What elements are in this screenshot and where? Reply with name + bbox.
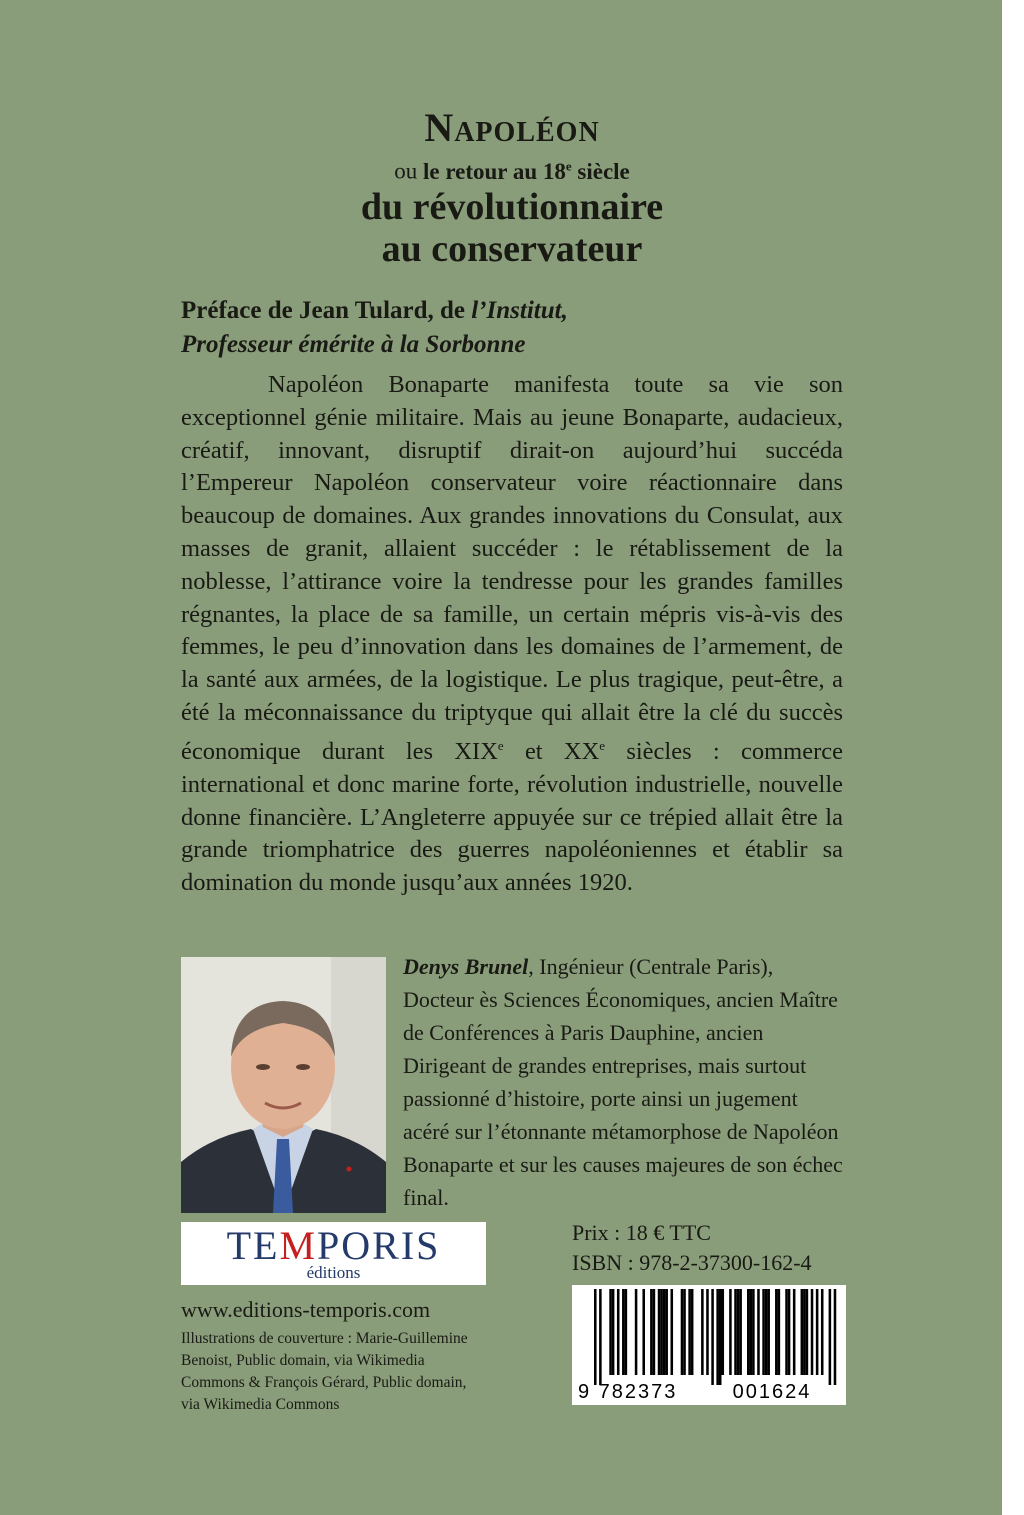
barcode-bar [622,1289,625,1375]
preface-institut: l’Institut, [471,297,568,324]
price-block [572,1218,812,1278]
blurb-paragraph [181,369,843,900]
subtitle-bold [423,159,630,184]
blurb-sup-2: e [599,737,606,753]
subtitle-superscript: e [565,158,572,173]
title-line-1: du révolutionnaire [360,185,664,228]
publisher-logo [181,1222,486,1285]
barcode-bar [729,1289,732,1375]
barcode-bar [663,1289,666,1375]
barcode-bar [653,1289,656,1375]
logo-subtitle: éditions [306,1263,361,1282]
barcode-bar [701,1289,704,1375]
author-name: Denys Brunel [403,954,529,979]
preface-line-2: Professeur émérite à la Sorbonne [181,331,526,358]
barcode-bar [706,1289,709,1375]
barcode-bar [793,1289,796,1375]
barcode-bar [658,1289,661,1375]
barcode-bar [594,1289,597,1385]
book-subtitle [180,152,844,186]
barcode-bar [683,1289,686,1375]
barcode-bar [711,1289,714,1385]
barcode-group-2: 001624 [732,1381,812,1403]
logo-m: M [279,1223,318,1268]
barcode-bar [609,1289,612,1375]
barcode-bar [691,1289,694,1375]
subtitle-bold-after: siècle [571,158,630,184]
barcode-bar [775,1289,778,1375]
subtitle-lead: ou [394,158,423,184]
publisher-website[interactable]: www.editions-temporis.com [181,1297,431,1322]
barcode-bar [788,1289,791,1375]
barcode-bar [665,1289,668,1375]
isbn-barcode [572,1285,846,1405]
barcode-bar [688,1289,691,1375]
barcode-bar [716,1289,719,1385]
author-description: , Ingénieur (Centrale Paris), Docteur ès Sciences Économiques, ancien Maître de Conférences à Paris Dauphine, ancien Dirigeant de grandes entreprises, mais surtout passionné d’histoire, porte ainsi un jugement acéré sur l’étonnante métamorphose de Napoléon Bonaparte et sur les causes majeures de son échec final. [403,954,843,1210]
barcode-bar [737,1289,740,1375]
cover-credits: Illustrations de couverture : Marie-Guillemine Benoist, Public domain, via Wikimedia Commons & François Gérard, Public domain, via Wikimedia Commons [181,1330,468,1413]
isbn-line: ISBN : 978-2-37300-162-4 [572,1250,812,1275]
barcode-bar [635,1289,638,1375]
book-title: Napoléon [424,105,600,150]
author-bio [403,950,843,1214]
barcode-bar [625,1289,628,1375]
barcode-bar [829,1289,832,1385]
preface-credit [181,294,881,362]
barcode-bar [811,1289,814,1375]
logo-wordmark [181,1222,486,1266]
preface-line-1 [181,294,881,328]
barcode-bar [806,1289,809,1375]
barcode-bar [617,1289,620,1375]
barcode-bar [722,1289,725,1375]
barcode-bars [572,1285,846,1405]
blurb [181,369,843,900]
title-line-2: au conservateur [381,227,643,270]
barcode-bar [767,1289,770,1375]
barcode-bar [785,1289,788,1375]
barcode-bar [821,1289,824,1375]
logo-left: TE [226,1223,280,1268]
barcode-bar [803,1289,806,1375]
blurb-mid: et XX [503,737,600,765]
blurb-sup-1: e [497,737,504,753]
barcode-bar [642,1289,645,1375]
barcode-bar [612,1289,615,1375]
barcode-group-1: 782373 [598,1381,678,1403]
barcode-bar [650,1289,653,1375]
barcode-bar [752,1289,755,1375]
barcode-bar [778,1289,781,1375]
subtitle-bold-before: le retour au 18 [422,158,566,184]
barcode-bar [816,1289,819,1375]
title-block [180,104,844,270]
logo-right: PORIS [317,1223,441,1268]
barcode-bar [599,1289,602,1385]
barcode-bar [660,1289,663,1375]
barcode-bar [757,1289,760,1375]
preface-lead: Préface de Jean Tulard, de [181,297,472,324]
blurb-part-1: Napoléon Bonaparte manifesta toute sa vie son exceptionnel génie militaire. Mais au jeune Bonaparte, audacieux, créatif, innovant, disruptif dirait-on aujourd’hui succéda l’Empereur Napoléon conservateur voire réactionnaire dans beaucoup de domaines. Aux grandes innovations du Consulat, aux masses de granit, allaient succéder : le rétablissement de la noblesse, l’attirance voire la tendresse pour les grandes familles régnantes, la place de sa famille, un certain mépris vis-à-vis des femmes, le peu d’innovation dans les domaines de l’armement, de la santé aux armées, de la logistique. Le plus tragique, peut-être, a été la méconnaissance du triptyque qui allait être la clé du succès économique durant les XIX [181,371,843,765]
author-portrait-image [181,957,386,1213]
barcode-bar [719,1289,722,1385]
barcode-bar [747,1289,750,1375]
barcode-bar [801,1289,804,1375]
barcode-bar [739,1289,742,1375]
barcode-digit-first: 9 [578,1381,590,1403]
price-line: Prix : 18 € TTC [572,1220,711,1245]
barcode-bar [750,1289,753,1375]
barcode-bar [734,1289,737,1375]
barcode-bar [681,1289,684,1375]
barcode-bar [671,1289,674,1375]
barcode-bar [762,1289,765,1375]
barcode-bar [834,1289,837,1385]
blurb-part-2: siècles : commerce international et donc marine forte, révolution industrielle, nouvelle donne financière. L’Angleterre appuyée sur ce trépied allait être la grande triomphatrice des guerres napoléoniennes et établir sa domination du monde jusqu’aux années 1920. [181,737,843,897]
barcode-bar [765,1289,768,1375]
author-photo [181,957,386,1213]
